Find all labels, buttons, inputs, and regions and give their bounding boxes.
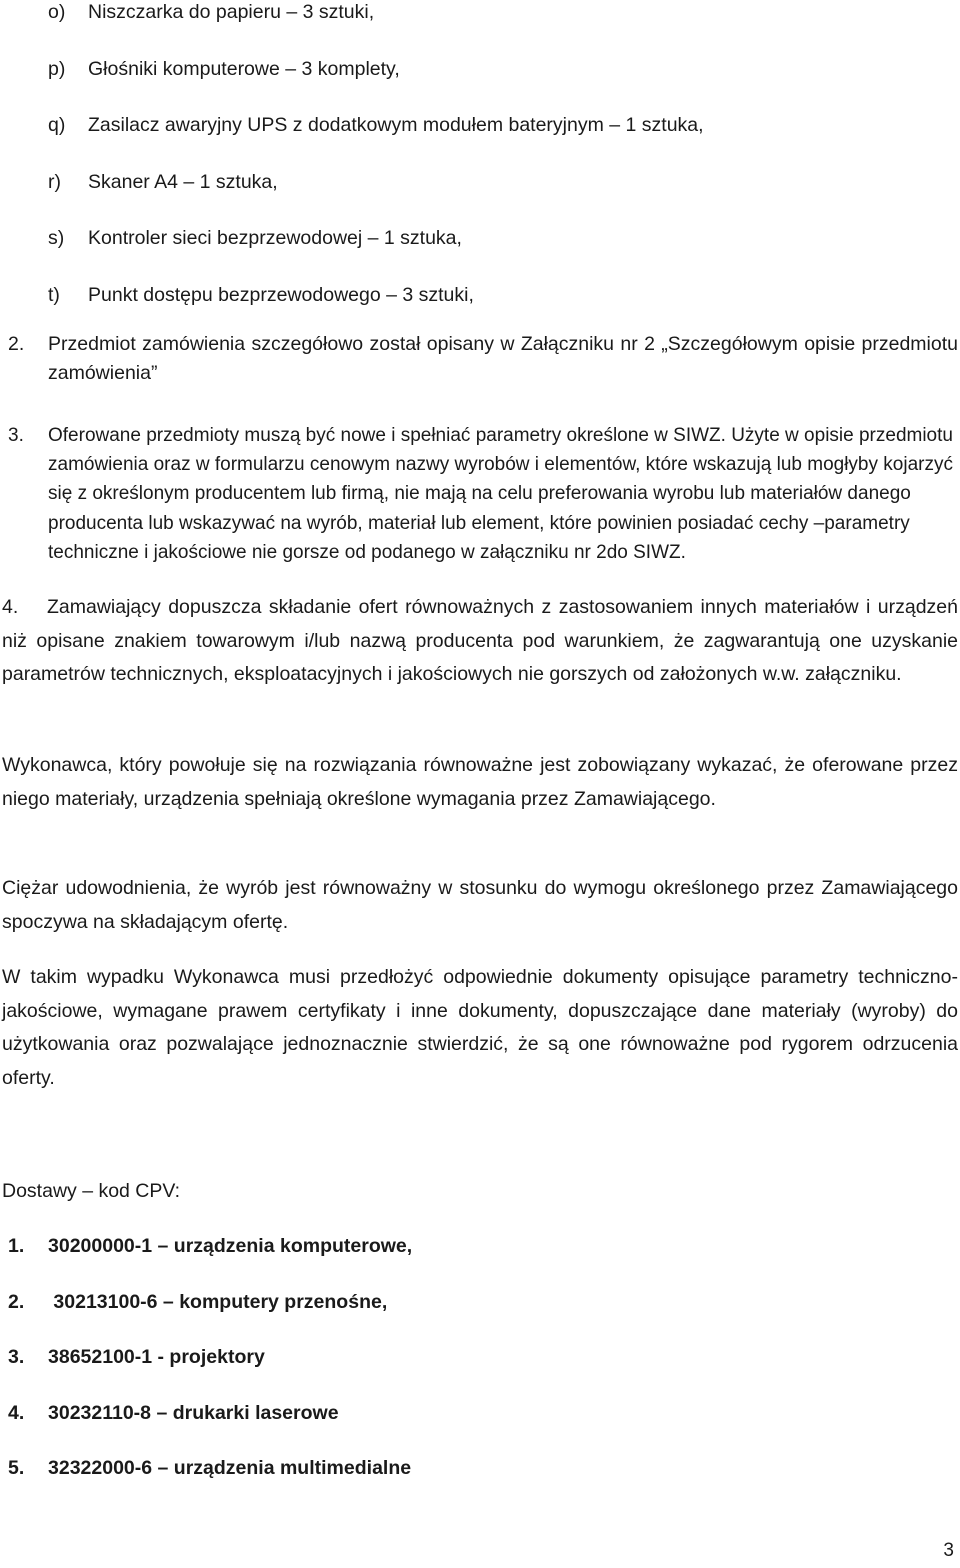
cpv-code-text: 30200000-1 – urządzenia komputerowe, — [48, 1235, 413, 1257]
list-marker: 4. — [8, 1401, 25, 1424]
list-item — [48, 57, 948, 114]
paragraph-equivalence-proof: Wykonawca, który powołuje się na rozwiązania równoważne jest zobowiązany wykazać, że oferowane przez niego materiały, urządzenia spełniają określone wymagania przez Zamawiającego. — [2, 754, 958, 810]
item-text: Zamawiający dopuszcza składanie ofert równoważnych z zastosowaniem innych materiałów i urządzeń niż opisane znakiem towarowym i/lub nazwą producenta pod warunkiem, że zagwarantują one uzyskanie parametrów technicznych, eksploatacyjnych i jakościowych nie gorszych od założonych w.w. załączniku. — [2, 596, 958, 685]
cpv-code-text: 38652100-1 - projektory — [48, 1346, 265, 1368]
list-text: Skaner A4 – 1 sztuka, — [88, 170, 278, 193]
cpv-code-list — [8, 1231, 908, 1509]
list-marker: 1. — [8, 1235, 25, 1257]
list-marker: 5. — [8, 1457, 25, 1479]
list-text: Punkt dostępu bezprzewodowego – 3 sztuki, — [88, 283, 474, 306]
list-marker: t) — [48, 283, 60, 306]
list-item — [8, 1342, 908, 1398]
list-marker: o) — [48, 1, 66, 23]
list-text: Niszczarka do papieru – 3 sztuki, — [88, 1, 375, 23]
list-marker: s) — [48, 227, 65, 249]
item-marker: 3. — [8, 425, 24, 446]
list-text: Kontroler sieci bezprzewodowej – 1 sztuka, — [88, 227, 462, 249]
cpv-code-text: 32322000-6 – urządzenia multimedialne — [48, 1457, 412, 1479]
page-number: 3 — [943, 1540, 954, 1561]
list-item — [8, 1453, 908, 1509]
list-item — [8, 1287, 908, 1343]
section-item-3 — [8, 421, 958, 567]
list-marker: 3. — [8, 1346, 25, 1368]
item-text: Oferowane przedmioty muszą być nowe i spełniać parametry określone w SIWZ. Użyte w opisie przedmiotu zamówienia oraz w formularzu cenowym nazwy wyrobów i elementów, które wskazują lub mogłyby kojarzyć się z określonym producentem lub firmą, nie mają na celu preferowania wyrobu lub materiałów danego producenta lub wskazywać na wyrób, materiał lub element, które powinien posiadać cechy –parametry techniczne i jakościowe nie gorsze od podanego w załączniku nr 2do SIWZ. — [48, 425, 953, 563]
item-marker: 4. — [2, 596, 19, 618]
section-item-4 — [2, 591, 958, 692]
list-marker: r) — [48, 170, 61, 193]
list-marker: 2. — [8, 1290, 25, 1313]
cpv-heading: Dostawy – kod CPV: — [2, 1180, 181, 1202]
cpv-code-text: 30232110-8 – drukarki laserowe — [48, 1401, 339, 1424]
list-text: Głośniki komputerowe – 3 komplety, — [88, 57, 400, 80]
paragraph-required-documents: W takim wypadku Wykonawca musi przedłożyć odpowiednie dokumenty opisujące parametry techniczno-jakościowe, wymagane prawem certyfikaty i inne dokumenty, dopuszczające dane materiały (wyroby) do użytkowania oraz pozwalające jednoznacznie stwierdzić, że są one równoważne pod rygorem odrzucenia oferty. — [2, 966, 958, 1089]
list-item — [48, 0, 948, 57]
paragraph-burden-of-proof: Ciężar udowodnienia, że wyrób jest równoważny w stosunku do wymogu określonego przez Zamawiającego spoczywa na składającym ofertę. — [2, 877, 958, 933]
list-text: Zasilacz awaryjny UPS z dodatkowym modułem bateryjnym – 1 sztuka, — [88, 114, 704, 136]
equipment-list — [48, 0, 948, 339]
list-item — [48, 170, 948, 227]
cpv-code-text: 30213100-6 – komputery przenośne, — [48, 1290, 388, 1313]
item-marker: 2. — [8, 333, 25, 355]
item-text: Przedmiot zamówienia szczegółowo został opisany w Załączniku nr 2 „Szczegółowym opisie przedmiotu zamówienia” — [48, 333, 958, 384]
list-item — [8, 1398, 908, 1454]
list-marker: p) — [48, 57, 66, 80]
list-marker: q) — [48, 114, 66, 136]
list-item — [48, 226, 948, 283]
section-item-2 — [8, 330, 958, 388]
list-item — [8, 1231, 908, 1287]
list-item — [48, 113, 948, 170]
